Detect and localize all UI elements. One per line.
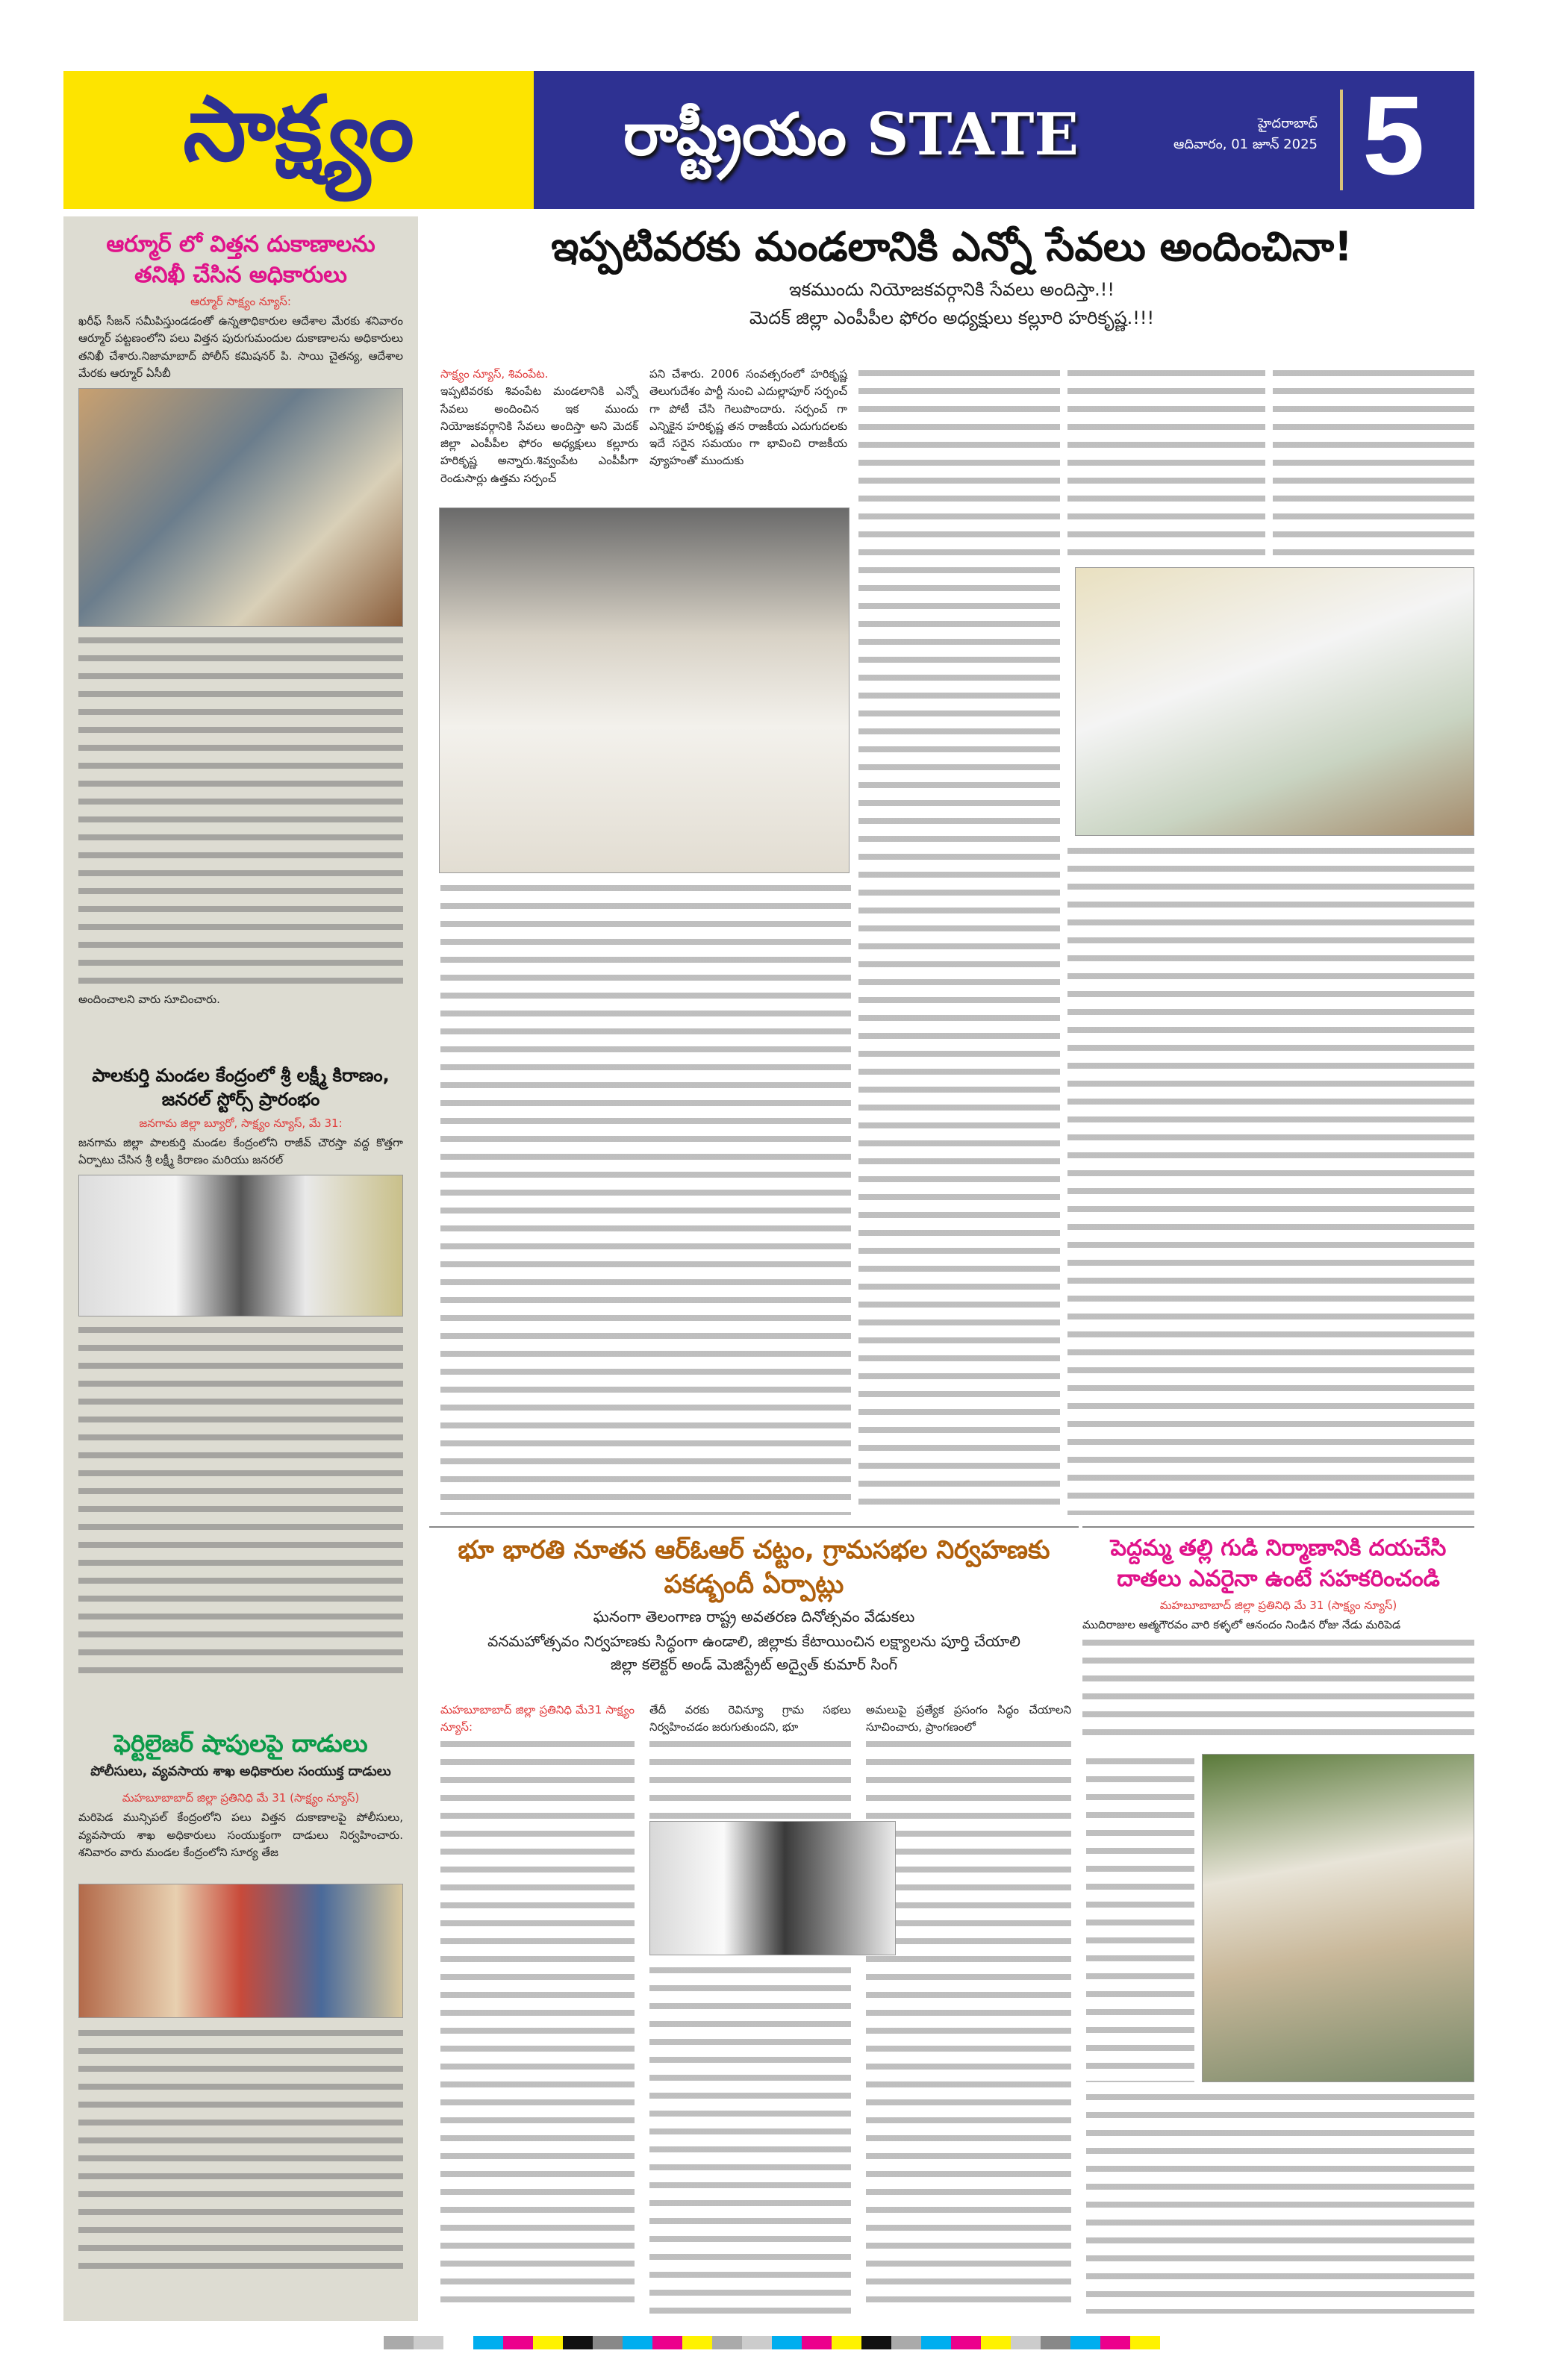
byline: సాక్ష్యం న్యూస్, శివంపేట. xyxy=(440,367,549,381)
article-text: మరిపెడ మున్సిపల్ కేంద్రంలోని పలు విత్తన దుకాణాలపై పోలీసులు, వ్యవసాయ శాఖ అధికారులు సంయుక్తంగా దాడులు నిర్వహించారు. శనివారం వారు మండల కేంద్రంలోని సూర్య తేజ xyxy=(78,1811,403,1859)
article-photo xyxy=(78,1175,403,1317)
temple-article xyxy=(1082,1526,1474,1747)
byline: జనగామ జిల్లా బ్యూరో, సాక్ష్యం న్యూస్, మే 31: xyxy=(139,1116,343,1130)
article-text: జనగామ జిల్లా పాలకుర్తి మండల కేంద్రంలోని రాజీవ్ చౌరస్తా వద్ద కొత్తగా ఏర్పాటు చేసిన శ్రీ లక్ష్మీ కిరాణం మరియు జనరల్ xyxy=(78,1135,403,1167)
bottom-col-2 xyxy=(649,1702,851,1826)
main-col-1 xyxy=(440,366,638,487)
headline: ఫెర్టిలైజర్ షాపులపై దాడులు xyxy=(113,1729,368,1758)
article-text-lines xyxy=(1082,1635,1474,1747)
subheadline: పోలీసులు, వ్యవసాయ శాఖ అధికారుల సంయుక్త దాడులు xyxy=(90,1764,391,1780)
byline: మహబూబాబాద్ జిల్లా ప్రతినిధి మే 31 (సాక్ష్యం న్యూస్) xyxy=(1159,1599,1397,1612)
byline: మహబూబాబాద్ జిల్లా ప్రతినిధి మే 31 (సాక్ష్యం న్యూస్) xyxy=(122,1791,360,1805)
main-headline: ఇప్పటివరకు మండలానికి ఎన్నో సేవలు అందించినా! xyxy=(551,223,1353,270)
edition-date: ఆదివారం, 01 జూన్ 2025 xyxy=(1173,137,1318,152)
article-text: పని చేశారు. 2006 సంవత్సరంలో హరికృష్ణ తెలుగుదేశం పార్టీ నుంచి ఎదుల్లాపూర్ సర్పంచ్ గా పోటీ చేసి గెలుపొందారు. సర్పంచ్ గా ఎన్నికైన హరికృష్ణ తన రాజకీయ ఎదుగుదలకు ఇదే సరైన సమయం గా భావించి రాజకీయ వ్యూహంతో ముందుకు xyxy=(649,367,847,468)
article-text-lines xyxy=(649,1737,851,1826)
bottom-col-1 xyxy=(440,1702,635,2311)
article-text-lines xyxy=(1086,2090,1474,2314)
main-col-4-text xyxy=(1067,366,1265,560)
main-photo-meeting xyxy=(1075,567,1474,836)
article-text-lines xyxy=(440,1737,635,2311)
divider xyxy=(1340,90,1343,190)
byline: ఆర్మూర్ సాక్ష్యం న్యూస్: xyxy=(190,295,291,308)
print-color-bar xyxy=(0,2336,1543,2358)
article-text-lines xyxy=(1086,1754,1194,2082)
temple-photo xyxy=(1202,1754,1474,2082)
subheadline: జిల్లా కలెక్టర్ అండ్ మెజిస్ట్రేట్ అద్వైత్ కుమార్ సింగ్ xyxy=(610,1655,898,1673)
main-col-2 xyxy=(649,366,847,470)
main-col-5-text xyxy=(1273,366,1474,560)
main-article xyxy=(429,220,1474,331)
article-text: ఇప్పటివరకు శివంపేట మండలానికి ఎన్నో సేవలు అందించిన ఇక ముందు నియోజకవర్గానికి సేవలు అందిస్తా అని మెదక్ జిల్లా ఎంపీపీల ఫోరం అధ్యక్షులు కల్లూరు హరికృష్ణ అన్నారు.శివ్వంపేట ఎంపీపీగా రెండుసార్లు ఉత్తమ సర్పంచ్ xyxy=(440,384,638,485)
headline: పాలకుర్తి మండల కేంద్రంలో శ్రీ లక్ష్మీ కిరాణం, జనరల్ స్టోర్స్ ప్రారంభం xyxy=(92,1065,390,1111)
article-text-lines xyxy=(78,1322,403,1681)
article-text-lines xyxy=(78,2026,403,2272)
left-column xyxy=(63,216,418,2321)
article-text: తేదీ వరకు రెవిన్యూ గ్రామ సభలు నిర్వహించడం జరుగుతుందని, భూ xyxy=(649,1703,851,1734)
main-subheadline: మెదక్ జిల్లా ఎంపీపీల ఫోరం అధ్యక్షులు కల్లూరి హరికృష్ణ.!!! xyxy=(749,307,1155,329)
article-text: ముదిరాజుల ఆత్మగౌరవం వారి కళ్ళలో ఆనందం నిండిన రోజు నేడు మరిపెడ xyxy=(1082,1618,1401,1631)
main-subheadline: ఇకముందు నియోజకవర్గానికి సేవలు అందిస్తా.!! xyxy=(789,278,1115,300)
main-col-3-text xyxy=(858,366,1060,1515)
section-title: రాష్ట్రీయం STATE xyxy=(623,101,1079,169)
article-fertilizer xyxy=(78,1728,403,2272)
article-text-lines xyxy=(78,633,403,991)
article-palakurthi xyxy=(78,1063,403,1681)
newspaper-logo: సాక్ష్యం xyxy=(63,71,534,209)
main-col-4-5-text xyxy=(1067,843,1474,1515)
article-photo xyxy=(78,388,403,627)
article-text-lines xyxy=(649,1963,851,2314)
article-text: ఖరీఫ్ సీజన్ సమీపిస్తుండడంతో ఉన్నతాధికారుల ఆదేశాల మేరకు శనివారం ఆర్మూర్ పట్టణంలోని పలు విత్తన పురుగుమందుల దుకాణాలను అధికారులు తనిఖీ చేశారు.నిజామాబాద్ పోలీస్ కమిషనర్ పి. సాయి చైతన్య, ఆదేశాల మేరకు ఆర్మూర్ ఏసీబీ xyxy=(78,314,403,380)
article-text-lines xyxy=(866,1737,1071,2311)
headline: ఆర్మూర్ లో విత్తన దుకాణాలను తనిఖీ చేసిన అధికారులు xyxy=(106,231,375,288)
bottom-col-3 xyxy=(866,1702,1071,2311)
section-banner xyxy=(534,71,1474,209)
headline: పెద్దమ్మ తల్లి గుడి నిర్మాణానికి దయచేసి దాతలు ఎవరైనా ఉంటే సహకరించండి xyxy=(1110,1535,1447,1592)
article-armoor xyxy=(78,230,403,1008)
article-text: అమలుపై ప్రత్యేక ప్రసంగం సిద్ధం చేయాలని సూచించారు, ప్రాంగణంలో xyxy=(866,1703,1071,1734)
headline: భూ భారతి నూతన ఆర్ఓఆర్ చట్టం, గ్రామసభల నిర్వహణకు పకడ్బందీ ఏర్పాట్లు xyxy=(458,1535,1050,1599)
bottom-photo-meeting xyxy=(649,1821,896,1955)
article-text-end: అందించాలని వారు సూచించారు. xyxy=(78,993,220,1006)
article-photo xyxy=(78,1884,403,2018)
subheadline: వనమహోత్సవం నిర్వహణకు సిద్ధంగా ఉండాలి, జిల్లాకు కేటాయించిన లక్ష్యాలను పూర్తి చేయాలి xyxy=(487,1631,1020,1650)
bottom-article xyxy=(429,1526,1079,1675)
subheadline: ఘనంగా తెలంగాణ రాష్ట్ర అవతరణ దినోత్సవం వేడుకలు xyxy=(593,1607,915,1625)
page-number: 5 xyxy=(1362,72,1425,198)
main-col-1-2-text xyxy=(440,881,851,1515)
edition-city: హైదరాబాద్ xyxy=(1257,116,1318,131)
main-photo-leaders xyxy=(439,507,850,873)
byline: మహబూబాబాద్ జిల్లా ప్రతినిధి మే31 సాక్ష్యం న్యూస్: xyxy=(440,1703,635,1734)
